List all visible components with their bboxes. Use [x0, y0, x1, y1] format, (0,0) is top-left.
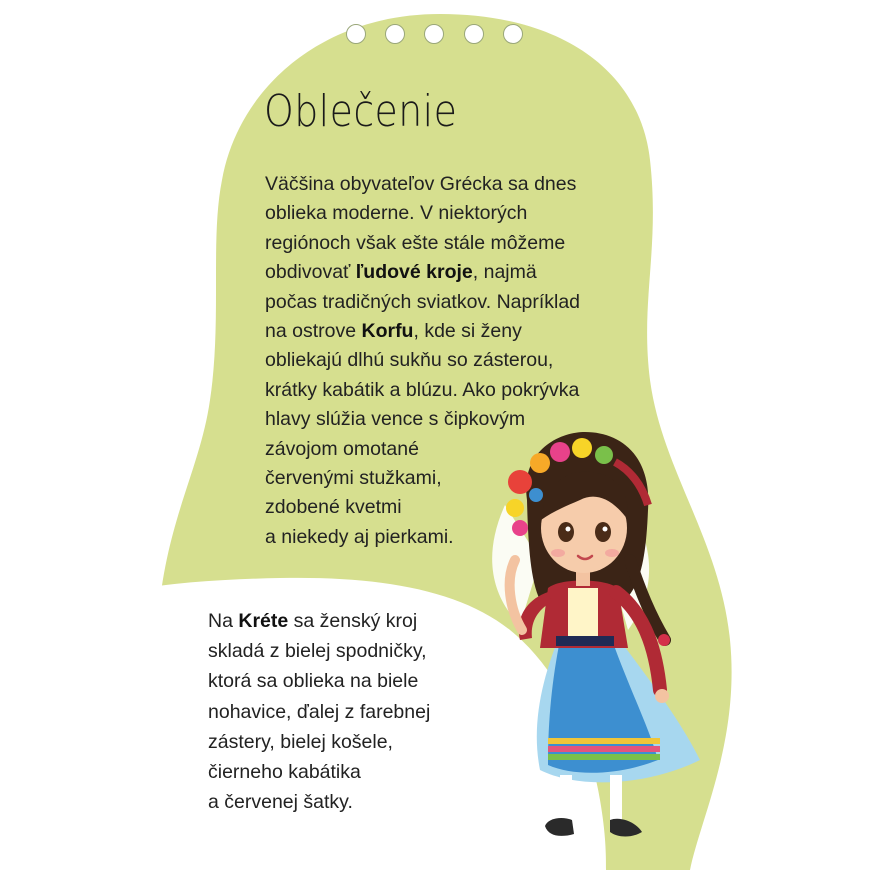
text-line: krátky kabátik a blúzu. Ako pokrývka [265, 378, 580, 401]
cheek [605, 549, 619, 557]
text-line: zástery, bielej košele, [208, 730, 393, 753]
paragraph-corfu [265, 170, 580, 552]
bold-term: Korfu [361, 320, 414, 343]
eye-right [595, 522, 611, 542]
text-line: oblieka moderne. V niektorých [265, 202, 528, 225]
text-line: , kde si ženy [413, 320, 522, 343]
text-line: čierneho kabátika [208, 761, 361, 784]
hand-right [655, 689, 669, 703]
flower [595, 446, 613, 464]
text-line: obdivovať [265, 261, 356, 284]
bodice [568, 588, 598, 643]
text-line: zdobené kvetmi [265, 496, 402, 519]
text-line: nohavice, ďalej z farebnej [208, 700, 431, 723]
text-line: závojom omotané [265, 437, 419, 460]
text-line: a niekedy aj pierkami. [265, 525, 454, 548]
apron-stripe [548, 754, 660, 760]
braid-tie [658, 634, 670, 646]
text-line: počas tradičných sviatkov. Napríklad [265, 290, 581, 313]
binding-ring [503, 24, 523, 44]
text-line: a červenej šatky. [208, 791, 353, 814]
text-line: červenými stužkami, [265, 467, 442, 490]
text-line: obliekajú dlhú sukňu so zásterou, [265, 349, 554, 372]
eye-shine [603, 527, 608, 532]
bold-term: ľudové kroje [355, 261, 473, 284]
waistband [556, 636, 614, 646]
text-line: , najmä [472, 261, 537, 284]
paragraph-crete [208, 606, 430, 817]
leg [610, 775, 622, 821]
binding-ring [385, 24, 405, 44]
leg [560, 775, 572, 821]
text-line: sa ženský kroj [288, 610, 418, 632]
binding-ring [464, 24, 484, 44]
binding-ring [424, 24, 444, 44]
binding-ring [346, 24, 366, 44]
apron-stripe [548, 746, 660, 752]
text-line: Väčšina obyvateľov Grécka sa dnes [265, 173, 577, 195]
text-line: Na [208, 610, 239, 632]
bold-term: Kréte [238, 610, 289, 632]
text-line: na ostrove [265, 320, 362, 343]
text-line: ktorá sa oblieka na biele [208, 670, 419, 693]
apron-stripe [548, 738, 660, 744]
text-line: hlavy slúžia vence s čipkovým [265, 408, 526, 431]
text-line: regiónoch však ešte stále môžeme [265, 231, 566, 254]
text-line: skladá z bielej spodničky, [208, 640, 427, 663]
page-title: Oblečenie [264, 86, 458, 137]
